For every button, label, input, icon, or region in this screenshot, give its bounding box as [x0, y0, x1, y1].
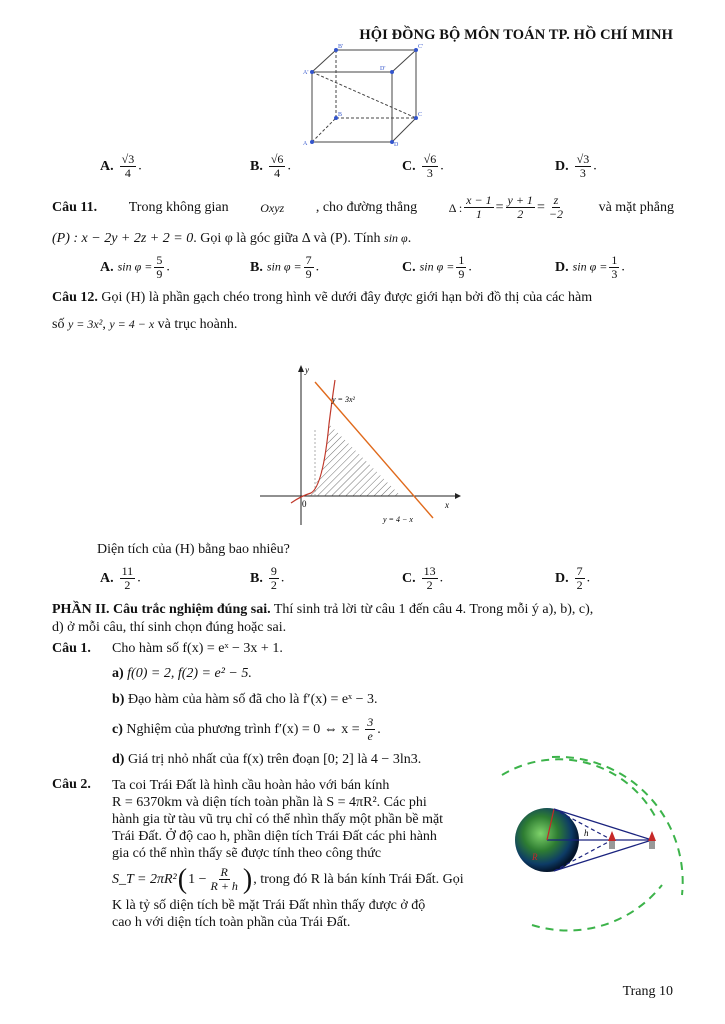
q11-option-c[interactable]: C. sin φ = $\frac{1}{9}$ . — [402, 253, 472, 281]
page-header-title: HỘI ĐỒNG BỘ MÔN TOÁN TP. HỒ CHÍ MINH — [359, 27, 673, 43]
rocket-icon — [648, 831, 656, 849]
hatched-region-H — [301, 424, 401, 496]
cube-label: D' — [380, 66, 386, 72]
cube-label: A' — [303, 70, 309, 76]
line-label: y = 4 − x — [383, 515, 413, 524]
q10-option-a[interactable]: A. $\frac{√3}{4}$ . — [100, 152, 142, 180]
q11-line-equation: Δ : $\frac{x - 1}{1}$ = $\frac{y + 1}{2}$ = $\frac{z}{-2}$ — [448, 193, 563, 221]
q12-stem-line1: Câu 12. Gọi (H) là phần gạch chéo trong hình vẽ dưới đây được giới hạn bởi đồ thị của các hàm — [52, 290, 593, 305]
q12-option-c[interactable]: C. $\frac{13}{2}$ . — [402, 564, 444, 592]
q12-option-b[interactable]: B. $\frac{9}{2}$ . — [250, 564, 285, 592]
c1-item-a[interactable]: a) f(0) = 2, f(2) = e² − 5. — [112, 666, 252, 681]
x-axis-label: x — [445, 500, 449, 510]
part2-heading: PHẦN II. Câu trắc nghiệm đúng sai. Thí sinh trả lời từ câu 1 đến câu 4. Trong mỗi ý a), b), c), — [52, 602, 594, 617]
q10-option-d[interactable]: D. $\frac{√3}{3}$ . — [555, 152, 597, 180]
page-number: Trang 10 — [622, 984, 673, 999]
c1-item-c[interactable]: c) Nghiệm của phương trình f′(x) = 0 ⇔ x = $\frac{3}{e}$ . — [112, 715, 381, 744]
c1-stem: Câu 1. Cho hàm số f(x) = eˣ − 3x + 1. — [52, 641, 283, 656]
cube-figure — [300, 42, 430, 152]
q12-option-a[interactable]: A. $\frac{11}{2}$ . — [100, 564, 141, 592]
c2-text: Ta coi Trái Đất là hình cầu hoàn hảo với bán kính R = 6370km và diện tích toàn phần là S = 4πR². Các phi hành gia từ tàu vũ trụ chỉ có thể nhìn thấy một phần bề mặt Trái Đất. Ở độ cao h, phần diện tích Trái Đất các phi hành gia có thể nhìn thấy sẽ được tính theo công thức S_T = 2πR² ( 1 − $\frac{R}{R + h}$ ) , trong đó R là bán kính Trái Đất. Gọi K là tỷ số diện tích bề mặt Trái Đất nhìn thấy được ở độ cao h với diện tích toàn phần của Trái Đất. — [112, 777, 484, 931]
q12-graph — [255, 360, 465, 530]
q11-stem-line2: (P) : x − 2y + 2z + 2 = 0. Gọi φ là góc giữa Δ và (P). Tính sin φ. — [52, 231, 412, 246]
q12-option-d[interactable]: D. $\frac{7}{2}$ . — [555, 564, 591, 592]
q11-option-d[interactable]: D. sin φ = $\frac{1}{3}$ . — [555, 253, 625, 281]
origin-label: 0 — [302, 499, 307, 509]
q11-stem-line1: Câu 11. Trong không gian Oxyz , cho đường thẳng Δ : $\frac{x - 1}{1}$ = $\frac{y + 1}{2}$ = $\frac{z}{-2}$ và mặt phẳng — [52, 193, 674, 221]
cube-label: B — [338, 112, 343, 118]
c1-item-b[interactable]: b) Đạo hàm của hàm số đã cho là f′(x) = eˣ − 3. — [112, 692, 378, 707]
c2-formula: S_T = 2πR² ( 1 − $\frac{R}{R + h}$ ) , trong đó R là bán kính Trái Đất. Gọi — [112, 864, 464, 895]
q10-option-c[interactable]: C. $\frac{√6}{3}$ . — [402, 152, 444, 180]
cube-label: A — [303, 141, 308, 147]
q10-option-b[interactable]: B. $\frac{√6}{4}$ . — [250, 152, 291, 180]
cube-label: C' — [418, 44, 424, 50]
parabola-label: y = 3x² — [332, 395, 355, 404]
q12-stem-line2: số y = 3x², y = 4 − x và trục hoành. — [52, 317, 238, 332]
cube-label: C — [418, 112, 423, 118]
q11-option-b[interactable]: B. sin φ = $\frac{7}{9}$ . — [250, 253, 320, 281]
earth-figure — [492, 735, 687, 945]
q11-option-a[interactable]: A. sin φ = $\frac{5}{9}$ . — [100, 253, 170, 281]
cube-label: D — [394, 142, 399, 148]
c1-item-d[interactable]: d) Giá trị nhỏ nhất của f(x) trên đoạn [0; 2] là 4 − 3ln3. — [112, 752, 422, 767]
c2-label: Câu 2. — [52, 777, 91, 792]
cube-label: B' — [338, 44, 344, 50]
y-axis-label: y — [305, 365, 309, 375]
height-label: h — [584, 828, 589, 838]
rocket-icon — [608, 831, 616, 849]
q12-ask: Diện tích của (H) bằng bao nhiêu? — [97, 542, 290, 557]
part2-heading-line2: d) ở mỗi câu, thí sinh chọn đúng hoặc sai. — [52, 620, 287, 635]
radius-label: R — [532, 852, 538, 862]
